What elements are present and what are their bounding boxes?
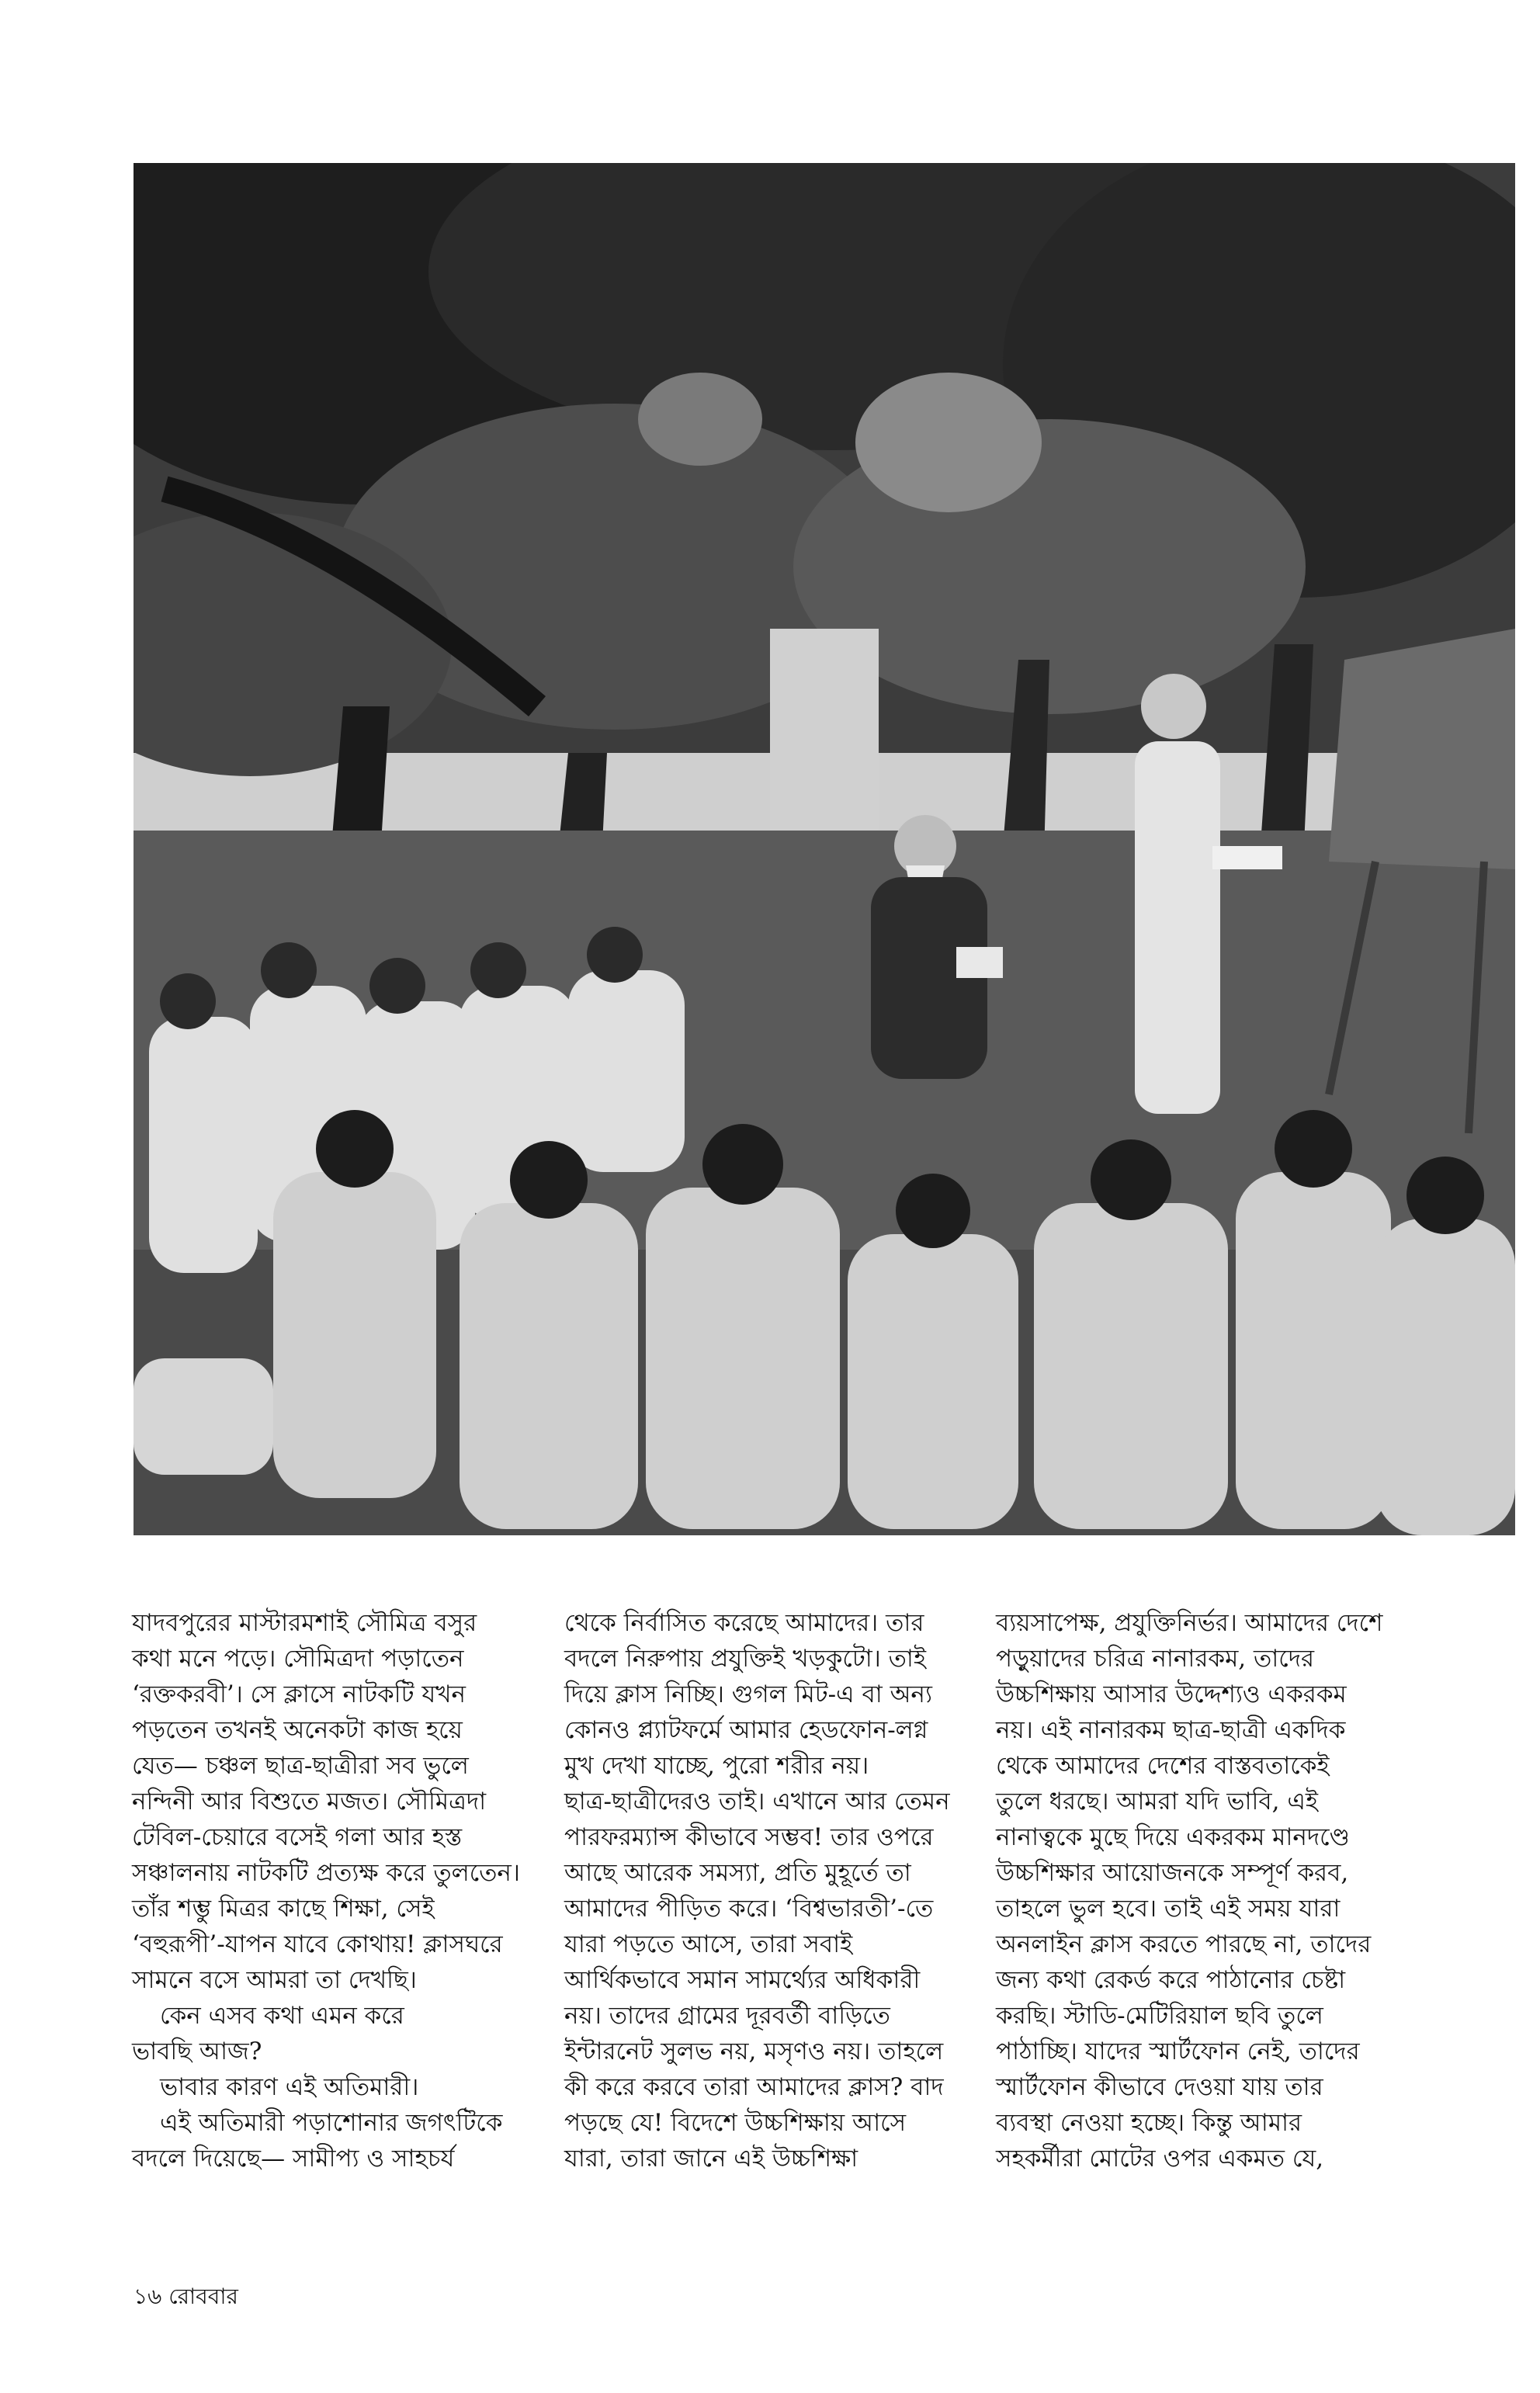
text-line: যাদবপুরের মাস্টারমশাই সৌমিত্র বসুর	[132, 1609, 477, 1637]
article-column-3	[996, 1605, 1415, 2176]
text-line: পড়তেন তখনই অনেকটা কাজ হয়ে	[132, 1716, 463, 1744]
text-line: মুখ দেখা যাচ্ছে, পুরো শরীর নয়।	[564, 1752, 869, 1780]
text-line: ব্যবস্থা নেওয়া হচ্ছে। কিন্তু আমার	[996, 2109, 1302, 2137]
text-line: সামনে বসে আমরা তা দেখছি।	[132, 1966, 417, 1994]
text-line: ভাবার কারণ এই অতিমারী।	[160, 2073, 419, 2101]
text-line: তুলে ধরছে। আমরা যদি ভাবি, এই	[996, 1788, 1319, 1816]
text-line: থেকে নির্বাসিত করেছে আমাদের। তার	[564, 1609, 924, 1637]
text-line: যারা পড়তে আসে, তারা সবাই	[564, 1930, 853, 1958]
text-line: উচ্চশিক্ষায় আসার উদ্দেশ্যও একরকম	[996, 1680, 1347, 1708]
text-line: পড়ুয়াদের চরিত্র নানারকম, তাদের	[996, 1645, 1315, 1673]
text-line: নানাত্বকে মুছে দিয়ে একরকম মানদণ্ডে	[996, 1823, 1350, 1851]
text-line: বদলে নিরুপায় প্রযুক্তিই খড়কুটো। তাই	[564, 1645, 927, 1673]
page-number: ১৬	[134, 2284, 162, 2309]
text-line: করছি। স্টাডি-মেটিরিয়াল ছবি তুলে	[996, 2002, 1323, 2030]
text-line: তাঁর শম্ভু মিত্রর কাছে শিক্ষা, সেই	[132, 1895, 435, 1923]
text-line: কী করে করবে তারা আমাদের ক্লাস? বাদ	[564, 2073, 944, 2101]
text-line: ছাত্র-ছাত্রীদেরও তাই। এখানে আর তেমন	[564, 1788, 950, 1816]
text-line: দিয়ে ক্লাস নিচ্ছি। গুগল মিট-এ বা অন্য	[564, 1680, 932, 1708]
text-line: অনলাইন ক্লাস করতে পারছে না, তাদের	[996, 1930, 1372, 1958]
text-line: উচ্চশিক্ষার আয়োজনকে সম্পূর্ণ করব,	[996, 1859, 1349, 1887]
text-line: বদলে দিয়েছে— সামীপ্য ও সাহচর্য	[132, 2145, 455, 2173]
magazine-name: রোববার	[168, 2284, 238, 2309]
page-footer	[134, 2280, 238, 2316]
text-line: আছে আরেক সমস্যা, প্রতি মুহূর্তে তা	[564, 1859, 911, 1887]
text-line: এই অতিমারী পড়াশোনার জগৎটিকে	[160, 2109, 503, 2137]
text-line: তাহলে ভুল হবে। তাই এই সময় যারা	[996, 1895, 1341, 1923]
text-line: যেত— চঞ্চল ছাত্র-ছাত্রীরা সব ভুলে	[132, 1752, 469, 1780]
photo-illustration	[134, 163, 1515, 1535]
article-column-2	[564, 1605, 995, 2176]
text-line: ‘বহুরূপী’-যাপন যাবে কোথায়! ক্লাসঘরে	[132, 1930, 503, 1958]
text-line: পাঠাচ্ছি। যাদের স্মার্টফোন নেই, তাদের	[996, 2038, 1360, 2065]
article-column-1	[132, 1605, 520, 2176]
text-line: ভাবছি আজ?	[132, 2038, 262, 2065]
text-line: কোনও প্ল্যাটফর্মে আমার হেডফোন-লগ্ন	[564, 1716, 928, 1744]
text-line: কথা মনে পড়ে। সৌমিত্রদা পড়াতেন	[132, 1645, 464, 1673]
text-line: আর্থিকভাবে সমান সামর্থ্যের অধিকারী	[564, 1966, 921, 1994]
text-line: কেন এসব কথা এমন করে	[160, 2002, 404, 2030]
text-line: ইন্টারনেট সুলভ নয়, মসৃণও নয়। তাহলে	[564, 2038, 944, 2065]
article-photo	[134, 163, 1515, 1535]
text-line: সঞ্চালনায় নাটকটি প্রত্যক্ষ করে তুলতেন।	[132, 1859, 521, 1887]
text-line: যারা, তারা জানে এই উচ্চশিক্ষা	[564, 2145, 858, 2173]
text-line: স্মার্টফোন কীভাবে দেওয়া যায় তার	[996, 2073, 1323, 2101]
text-line: আমাদের পীড়িত করে। ‘বিশ্বভারতী’-তে	[564, 1895, 934, 1923]
text-line: ‘রক্তকরবী’। সে ক্লাসে নাটকটি যখন	[132, 1680, 467, 1708]
text-line: জন্য কথা রেকর্ড করে পাঠানোর চেষ্টা	[996, 1966, 1346, 1994]
text-line: নয়। এই নানারকম ছাত্র-ছাত্রী একদিক	[996, 1716, 1346, 1744]
text-line: নন্দিনী আর বিশুতে মজত। সৌমিত্রদা	[132, 1788, 487, 1816]
text-line: সহকর্মীরা মোটের ওপর একমত যে,	[996, 2145, 1324, 2173]
text-line: পারফরম্যান্স কীভাবে সম্ভব! তার ওপরে	[564, 1823, 934, 1851]
text-line: নয়। তাদের গ্রামের দূরবর্তী বাড়িতে	[564, 2002, 890, 2030]
text-line: পড়ছে যে! বিদেশে উচ্চশিক্ষায় আসে	[564, 2109, 907, 2137]
text-line: ব্যয়সাপেক্ষ, প্রযুক্তিনির্ভর। আমাদের দেশে	[996, 1609, 1383, 1637]
text-line: টেবিল-চেয়ারে বসেই গলা আর হস্ত	[132, 1823, 463, 1851]
text-line: থেকে আমাদের দেশের বাস্তবতাকেই	[996, 1752, 1330, 1780]
